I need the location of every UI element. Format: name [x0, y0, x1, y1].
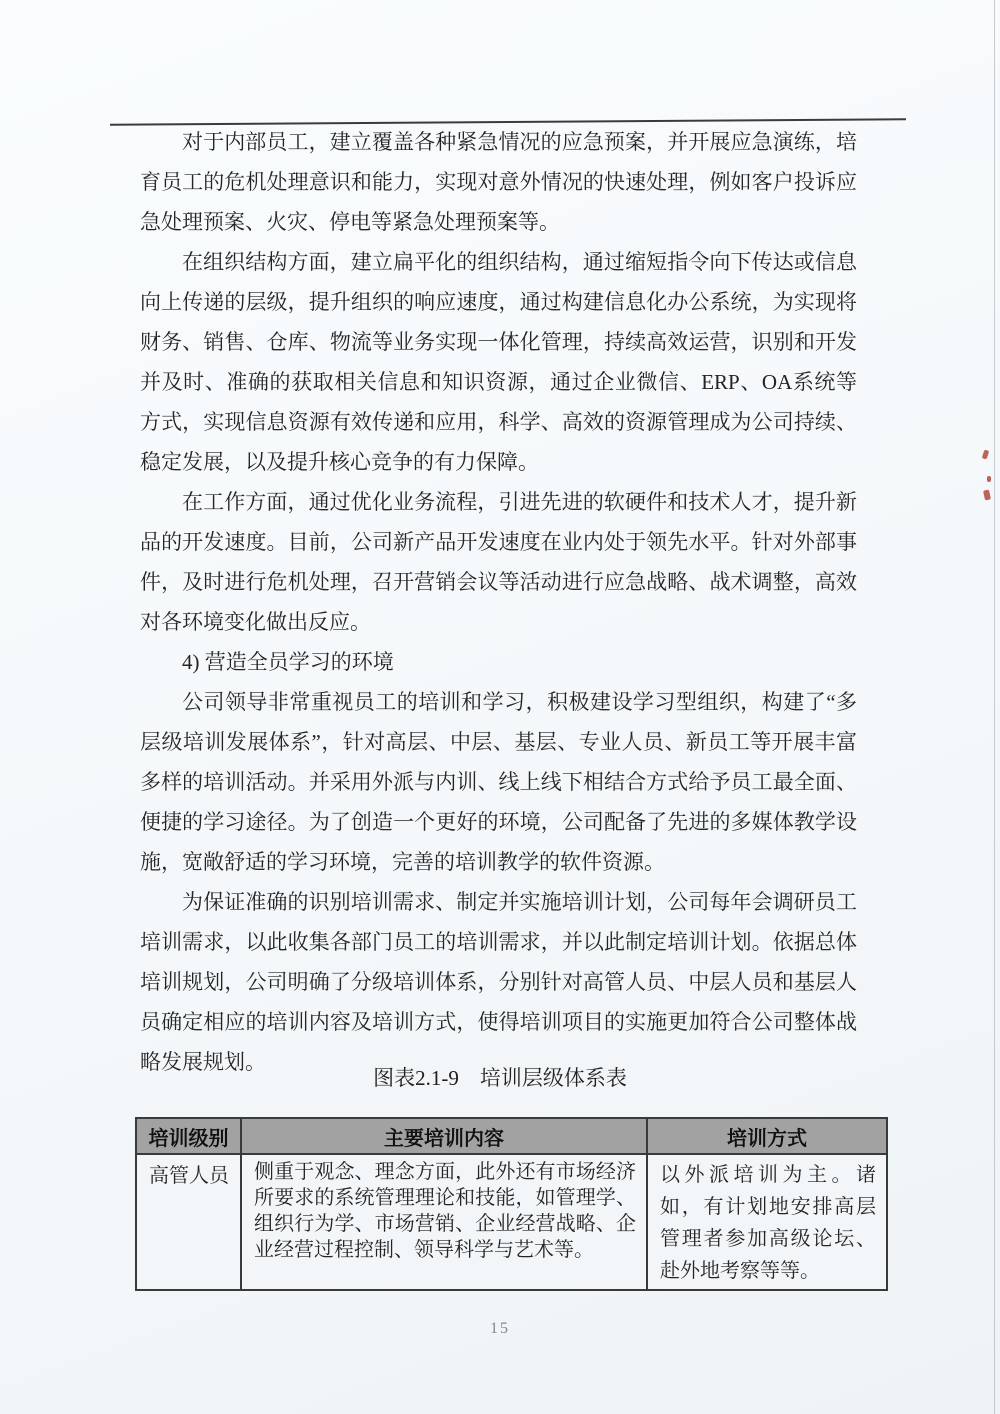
- table-row-executives: [136, 1154, 887, 1290]
- table-header-main-content: 主要培训内容: [241, 1118, 647, 1154]
- document-body: [140, 122, 857, 1082]
- table-header-row: [136, 1118, 887, 1154]
- red-ink-mark: [982, 449, 990, 459]
- table-caption: 图表2.1-9 培训层级体系表: [373, 1066, 627, 1090]
- cell-training-level: 高管人员: [136, 1154, 241, 1290]
- training-level-table: [135, 1117, 888, 1291]
- red-ink-mark: [983, 489, 991, 500]
- red-ink-mark: [987, 476, 991, 482]
- paragraph-training-system: 公司领导非常重视员工的培训和学习，积极建设学习型组织，构建了“多层级培训发展体系”，针对高层、中层、基层、专业人员、新员工等开展丰富多样的培训活动。并采用外派与内训、线上线下相结合方式给予员工最全面、便捷的学习途径。为了创造一个更好的环境，公司配备了先进的多媒体教学设施，宽敞舒适的学习环境，完善的培训教学的软件资源。: [140, 690, 857, 874]
- section-heading-learning-environment: 4) 营造全员学习的环境: [182, 650, 394, 674]
- table-header-training-method: 培训方式: [647, 1118, 887, 1154]
- scan-edge-artifact: [994, 0, 995, 1414]
- paragraph-training-needs: 为保证准确的识别培训需求、制定并实施培训计划，公司每年会调研员工培训需求，以此收集各部门员工的培训需求，并以此制定培训计划。依据总体培训规划，公司明确了分级培训体系，分别针对高管人员、中层人员和基层人员确定相应的培训内容及培训方式，使得培训项目的实施更加符合公司整体战略发展规划。: [140, 890, 857, 1074]
- paragraph-work-optimization: 在工作方面，通过优化业务流程，引进先进的软硬件和技术人才，提升新品的开发速度。目前，公司新产品开发速度在业内处于领先水平。针对外部事件，及时进行危机处理，召开营销会议等活动进行应急战略、战术调整，高效对各环境变化做出反应。: [140, 490, 857, 634]
- page-number: 15: [490, 1320, 510, 1337]
- paragraph-emergency-plans: 对于内部员工，建立覆盖各种紧急情况的应急预案，并开展应急演练，培育员工的危机处理意识和能力，实现对意外情况的快速处理，例如客户投诉应急处理预案、火灾、停电等紧急处理预案等。: [140, 130, 857, 234]
- paragraph-org-structure: 在组织结构方面，建立扁平化的组织结构，通过缩短指令向下传达或信息向上传递的层级，提升组织的响应速度，通过构建信息化办公系统，为实现将财务、销售、仓库、物流等业务实现一体化管理，持续高效运营，识别和开发并及时、准确的获取相关信息和知识资源，通过企业微信、ERP、OA系统等方式，实现信息资源有效传递和应用，科学、高效的资源管理成为公司持续、稳定发展，以及提升核心竞争的有力保障。: [140, 250, 857, 474]
- cell-training-method: 以外派培训为主。诸如，有计划地安排高层管理者参加高级论坛、赴外地考察等等。: [647, 1154, 887, 1290]
- table-header-training-level: 培训级别: [136, 1118, 241, 1154]
- cell-main-content: 侧重于观念、理念方面，此外还有市场经济所要求的系统管理理论和技能，如管理学、组织行为学、市场营销、企业经营战略、企业经营过程控制、领导科学与艺术等。: [241, 1154, 647, 1290]
